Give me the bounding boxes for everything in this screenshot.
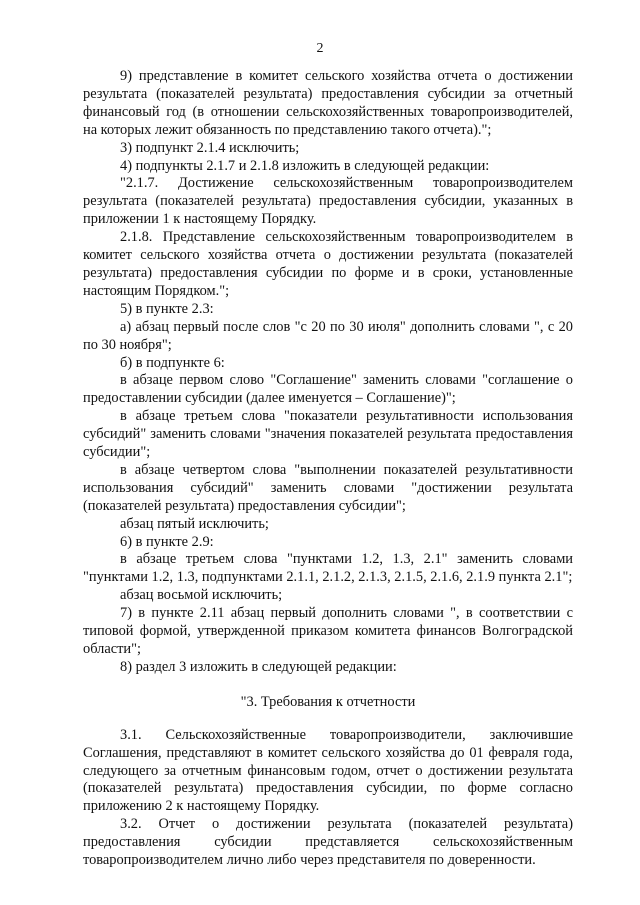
- document-body: [83, 68, 573, 870]
- paragraph-3-1: 3.1. Сельскохозяйственные товаропроизводители, заключившие Соглашения, представляют в комитет сельского хозяйства до 01 февраля года, следующего за отчетным финансовым годом, отчет о достижении результата (показателей результата) предоставления субсидии, по форме согласно приложению 2 к настоящему Порядку.: [83, 726, 573, 815]
- paragraph-abzac-third: в абзаце третьем слова "показатели результативности использования субсидий" заменить словами "значения показателей результата предоставления субсидии";: [83, 408, 573, 461]
- paragraph-abzac-fifth: абзац пятый исключить;: [120, 515, 269, 532]
- paragraph-2-3-b: б) в подпункте 6:: [120, 354, 225, 371]
- paragraph-item-9: 9) представление в комитет сельского хозяйства отчета о достижении результата (показателей результата) предоставления субсидии за отчетный финансовый год (в отношении сельскохозяйственных товаропроизводителей, на которых лежит обязанность по представлению такого отчета).";: [83, 68, 573, 138]
- paragraph-subitem-2-1-4: 3) подпункт 2.1.4 исключить;: [120, 139, 300, 156]
- paragraph-2-3-a: а) абзац первый после слов "с 20 по 30 июля" дополнить словами ", с 20 по 30 ноября";: [83, 318, 573, 353]
- paragraph-point-2-3: 5) в пункте 2.3:: [120, 300, 214, 317]
- paragraph-subitems-2-1-7-2-1-8: 4) подпункты 2.1.7 и 2.1.8 изложить в следующей редакции:: [120, 157, 490, 174]
- paragraph-section-3: 8) раздел 3 изложить в следующей редакции:: [120, 658, 397, 675]
- paragraph-2-9-abzac-third: в абзаце третьем слова "пунктами 1.2, 1.3, 2.1" заменить словами "пунктами 1.2, 1.3, подпунктами 2.1.1, 2.1.2, 2.1.3, 2.1.5, 2.1.6, 2.1.9 пункта 2.1";: [83, 551, 573, 586]
- section-heading: "3. Требования к отчетности: [240, 693, 416, 710]
- paragraph-point-2-11: 7) в пункте 2.11 абзац первый дополнить словами ", в соответствии с типовой формой, утвержденной приказом комитета финансов Волгоградской области";: [83, 605, 573, 657]
- paragraph-2-1-7: "2.1.7. Достижение сельскохозяйственным товаропроизводителем результата (показателей результата) предоставления субсидии, указанных в приложении 1 к настоящему Порядку.: [83, 175, 573, 228]
- paragraph-abzac-eighth: абзац восьмой исключить;: [120, 587, 283, 604]
- paragraph-3-2: 3.2. Отчет о достижении результата (показателей результата) предоставления субсидии представляется сельскохозяйственным товаропроизводителем лично либо через представителя по доверенности.: [83, 816, 573, 869]
- paragraph-point-2-9: 6) в пункте 2.9:: [120, 533, 214, 550]
- paragraph-2-1-8: 2.1.8. Представление сельскохозяйственным товаропроизводителем в комитет сельского хозяйства отчета о достижении результата (показателей результата) предоставления субсидии по форме и в сроки, установленные настоящим Порядком.";: [83, 229, 573, 299]
- paragraph-abzac-fourth: в абзаце четвертом слова "выполнении показателей результативности использования субсидий" заменить словами "достижении результата (показателей результата) предоставления субсидии";: [83, 461, 573, 514]
- paragraph-abzac-first: в абзаце первом слово "Соглашение" заменить словами "соглашение о предоставлении субсидии (далее именуется – Соглашение)";: [83, 372, 573, 407]
- page-number: 2: [316, 41, 324, 56]
